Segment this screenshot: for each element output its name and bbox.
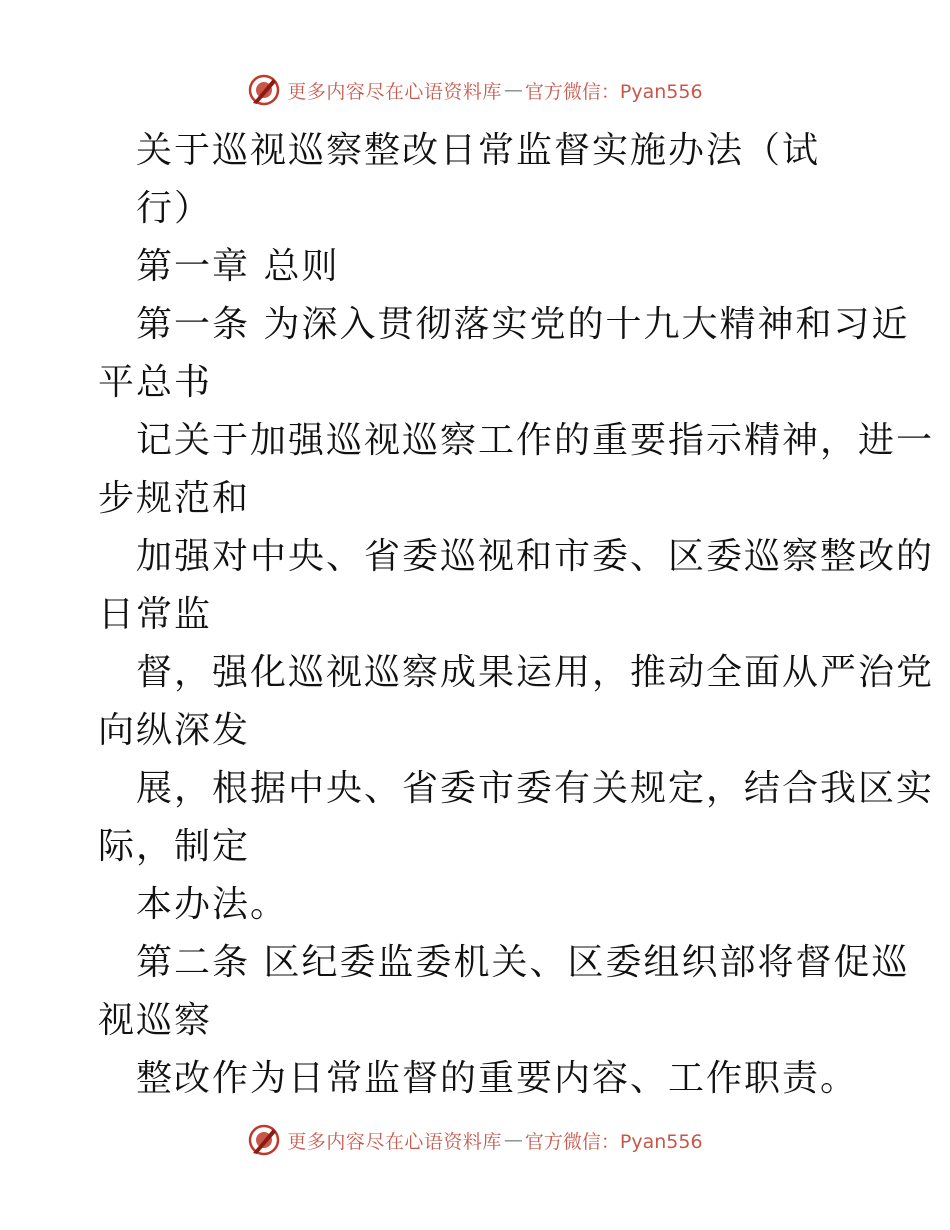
document-body: [98, 122, 935, 1108]
document-line: 整改作为日常监督的重要内容、工作职责。: [136, 1058, 859, 1099]
document-line: 步规范和: [98, 478, 251, 519]
document-line: 平总书: [98, 362, 213, 403]
document-line: 第一条 为深入贯彻落实党的十九大精神和习近: [136, 304, 910, 345]
document-line: 际，制定: [98, 826, 251, 867]
quill-logo-icon: [247, 73, 281, 107]
document-line: 加强对中央、省委巡视和市委、区委巡察整改的: [136, 536, 935, 577]
document-line: 视巡察: [98, 1000, 213, 1041]
watermark-text: 更多内容尽在心语资料库: [287, 80, 502, 103]
document-line: 行）: [136, 188, 213, 229]
watermark-separator: —: [503, 79, 523, 101]
watermark-separator: —: [503, 1129, 523, 1151]
watermark-contact: 官方微信：Pyan556: [524, 80, 703, 103]
chapter-heading: 第一章 总则: [136, 246, 340, 287]
document-line: 展，根据中央、省委市委有关规定，结合我区实: [136, 768, 935, 809]
footer-watermark: [0, 1120, 950, 1160]
document-line: 关于巡视巡察整改日常监督实施办法（试: [136, 130, 821, 171]
header-watermark: [0, 70, 950, 110]
document-line: 日常监: [98, 594, 213, 635]
document-line: 向纵深发: [98, 710, 251, 751]
document-line: 第二条 区纪委监委机关、区委组织部将督促巡: [136, 942, 910, 983]
quill-logo-icon: [247, 1123, 281, 1157]
document-line: 记关于加强巡视巡察工作的重要指示精神，进一: [136, 420, 935, 461]
watermark-text: 更多内容尽在心语资料库: [287, 1130, 502, 1153]
document-line: 本办法。: [136, 884, 289, 925]
watermark-contact: 官方微信：Pyan556: [524, 1130, 703, 1153]
document-line: 督，强化巡视巡察成果运用，推动全面从严治党: [136, 652, 935, 693]
